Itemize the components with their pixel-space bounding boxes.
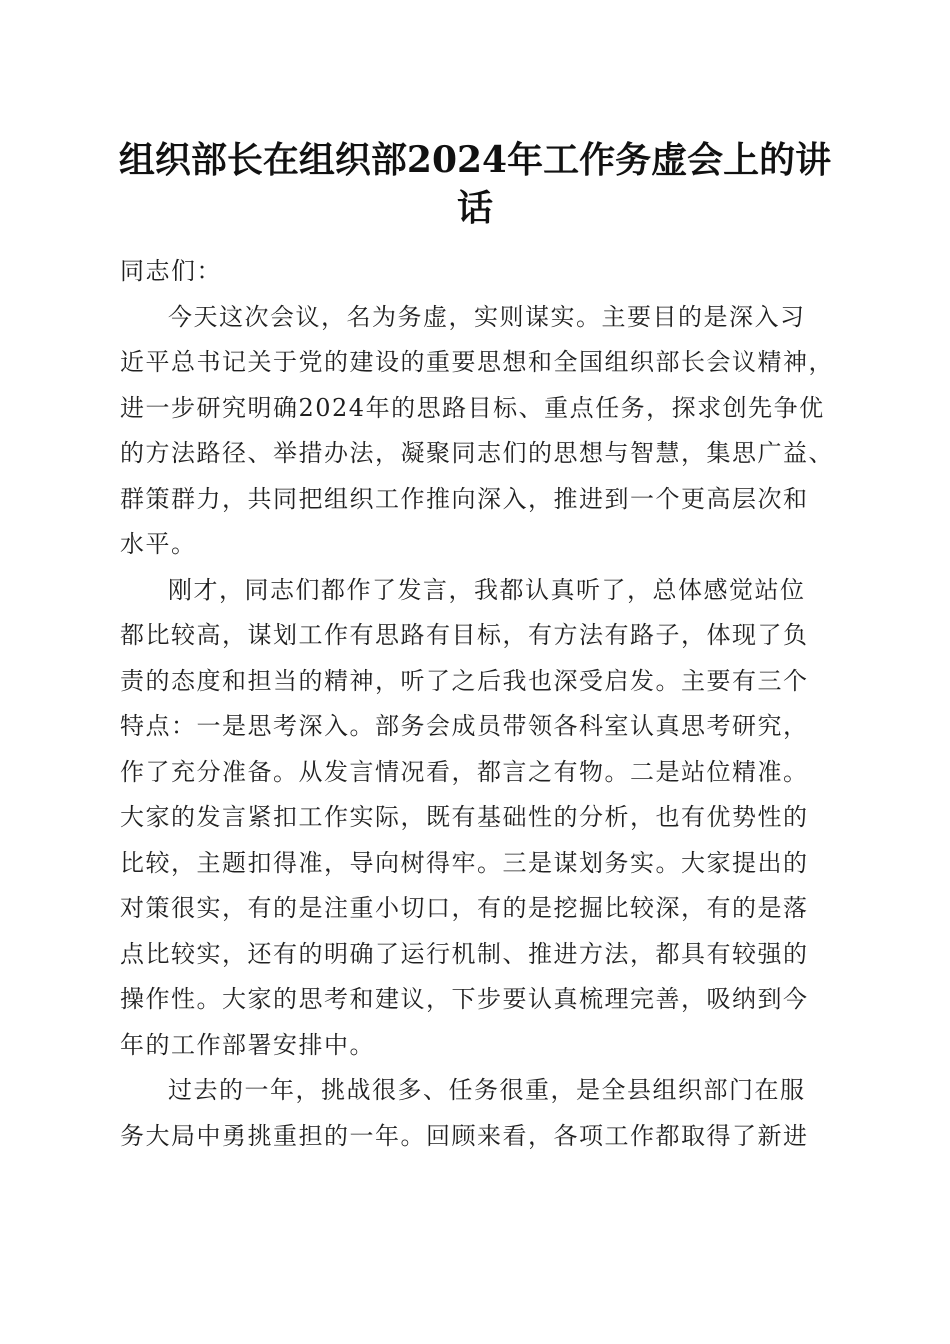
paragraph-line: 大家的发言紧扣工作实际，既有基础性的分析，也有优势性的 — [120, 803, 809, 831]
paragraph-line: 的方法路径、举措办法，凝聚同志们的思想与智慧，集思广益、 — [120, 439, 834, 467]
paragraph-line: 务大局中勇挑重担的一年。回顾来看，各项工作都取得了新进 — [120, 1121, 809, 1150]
document-title — [118, 136, 832, 232]
paragraph-line: 责的态度和担当的精神，听了之后我也深受启发。主要有三个 — [120, 666, 809, 695]
paragraph-line: 进一步研究明确2024年的思路目标、重点任务，探求创先争优 — [120, 393, 825, 422]
title-line: 组织部长在组织部2024年工作务虚会上的讲 — [118, 139, 832, 181]
paragraph-line: 群策群力，共同把组织工作推向深入，推进到一个更高层次和 — [120, 484, 809, 513]
paragraph-2 — [120, 568, 832, 1069]
document-body — [120, 249, 832, 1159]
paragraph-line: 刚才，同志们都作了发言，我都认真听了，总体感觉站位 — [168, 575, 806, 604]
paragraph-line: 比较，主题扣得准，导向树得牢。三是谋划务实。大家提出的 — [120, 848, 809, 877]
paragraph-line: 对策很实，有的是注重小切口，有的是挖掘比较深，有的是落 — [120, 894, 809, 922]
paragraph-line: 水平。 — [120, 530, 197, 558]
paragraph-3 — [120, 1068, 832, 1159]
paragraph-line: 特点：一是思考深入。部务会成员带领各科室认真思考研究， — [120, 712, 809, 740]
paragraph-line: 今天这次会议，名为务虚，实则谋实。主要目的是深入习 — [168, 302, 806, 331]
paragraph-line: 都比较高，谋划工作有思路有目标，有方法有路子，体现了负 — [120, 621, 809, 649]
paragraph-1 — [120, 295, 832, 568]
paragraph-line: 作了充分准备。从发言情况看，都言之有物。二是站位精准。 — [120, 757, 809, 786]
paragraph-line: 过去的一年，挑战很多、任务很重，是全县组织部门在服 — [168, 1076, 806, 1104]
paragraph-line: 近平总书记关于党的建设的重要思想和全国组织部长会议精神， — [120, 348, 834, 376]
salutation: 同志们： — [120, 257, 222, 285]
paragraph-line: 年的工作部署安排中。 — [120, 1030, 375, 1059]
title-line: 话 — [456, 187, 493, 229]
paragraph-line: 点比较实，还有的明确了运行机制、推进方法，都具有较强的 — [120, 939, 809, 968]
paragraph-line: 操作性。大家的思考和建议，下步要认真梳理完善，吸纳到今 — [120, 985, 809, 1013]
